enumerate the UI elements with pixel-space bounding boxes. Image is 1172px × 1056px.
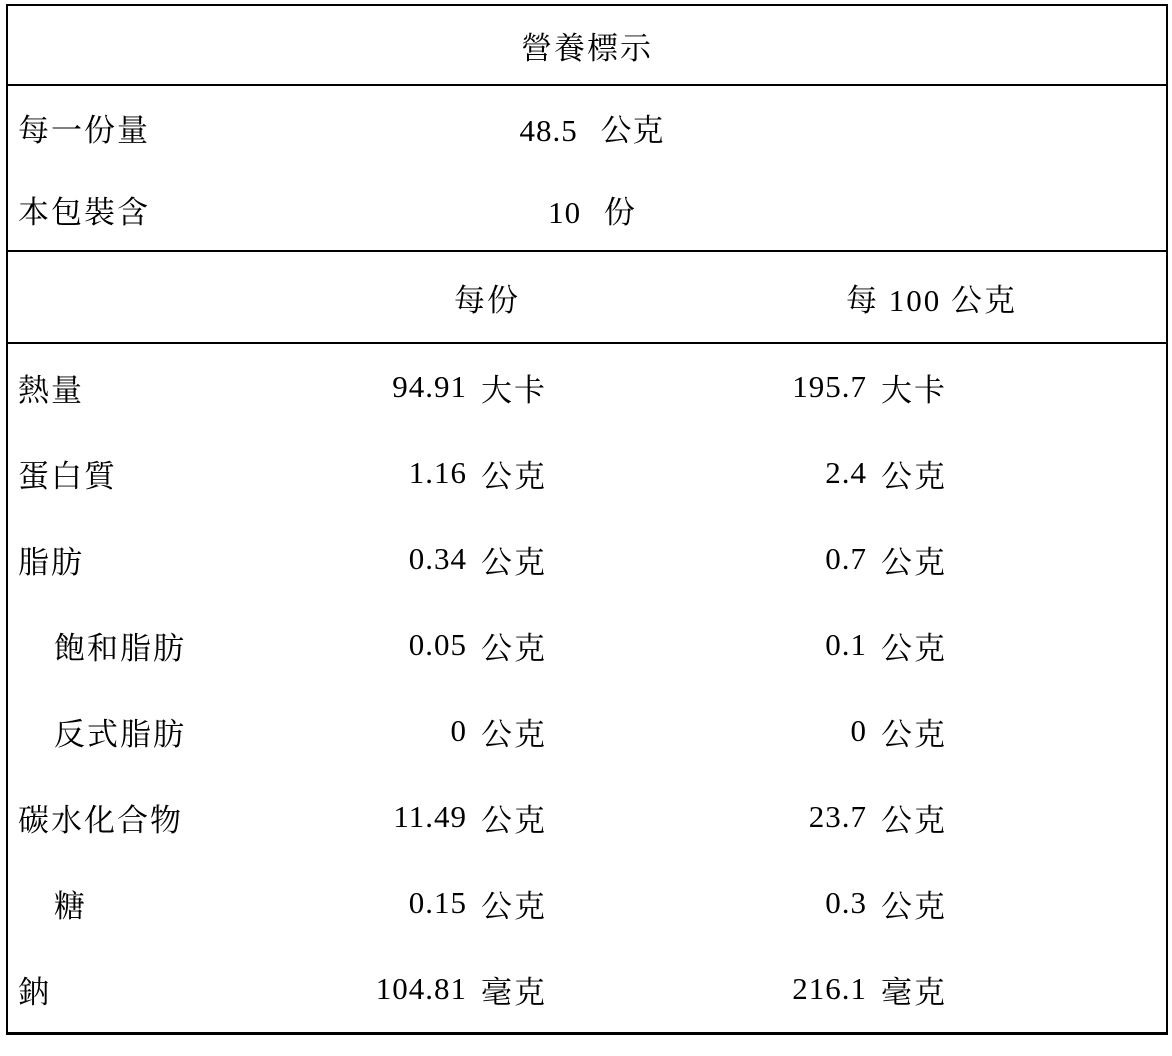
header-blank-cell	[7, 251, 307, 343]
row-gap	[667, 343, 697, 430]
nutrient-name: 蛋白質	[7, 430, 307, 516]
nutrient-row-protein	[7, 430, 1167, 516]
per-100g-unit: 毫克	[877, 946, 1167, 1034]
row-gap	[667, 860, 697, 946]
row-gap	[667, 430, 697, 516]
serving-size-value-group	[307, 85, 877, 168]
servings-count-spacer	[877, 168, 1167, 251]
header-per-serving: 每份	[307, 251, 667, 343]
serving-size-label: 每一份量	[7, 85, 307, 168]
serving-size-row	[7, 85, 1167, 168]
servings-count-value: 10	[548, 194, 582, 230]
per-100g-unit: 公克	[877, 430, 1167, 516]
per-100g-unit: 公克	[877, 860, 1167, 946]
per-serving-value: 104.81	[307, 946, 477, 1034]
per-serving-unit: 公克	[481, 630, 547, 666]
per-serving-unit: 公克	[481, 802, 547, 838]
per-serving-unit: 公克	[481, 888, 547, 924]
serving-size-spacer	[877, 85, 1167, 168]
per-100g-unit: 公克	[877, 774, 1167, 860]
servings-count-unit: 份	[603, 194, 636, 230]
nutrient-name: 脂肪	[7, 516, 307, 602]
serving-size-value: 48.5	[519, 112, 578, 148]
nutrient-row-fat	[7, 516, 1167, 602]
servings-count-value-group	[307, 168, 877, 251]
per-100g-value: 216.1	[697, 946, 877, 1034]
per-100g-unit: 公克	[877, 516, 1167, 602]
per-100g-value: 0.7	[825, 541, 867, 576]
per-serving-value: 94.91	[392, 369, 467, 404]
servings-per-container-row	[7, 168, 1167, 251]
nutrient-row-energy	[7, 343, 1167, 430]
per-100g-value: 23.7	[808, 799, 867, 834]
row-gap	[667, 688, 697, 774]
nutrition-table	[6, 4, 1168, 1035]
per-100g-value: 0.3	[825, 885, 867, 920]
per-100g-unit: 公克	[877, 688, 1167, 774]
per-serving-unit: 公克	[481, 716, 547, 752]
nutrient-row-saturated-fat	[7, 602, 1167, 688]
nutrient-row-trans-fat	[7, 688, 1167, 774]
per-serving-value: 0.15	[408, 885, 467, 920]
per-100g-value: 2.4	[825, 455, 867, 490]
title-row	[7, 5, 1167, 85]
nutrient-row-sugar	[7, 860, 1167, 946]
label-title: 營養標示	[7, 5, 1167, 85]
nutrient-name: 鈉	[7, 946, 307, 1034]
nutrient-name: 碳水化合物	[7, 774, 307, 860]
row-gap	[667, 602, 697, 688]
per-serving-value: 0.05	[408, 627, 467, 662]
header-gap	[667, 251, 697, 343]
per-100g-unit: 大卡	[877, 343, 1167, 430]
per-100g-value: 0.1	[825, 627, 867, 662]
row-gap	[667, 774, 697, 860]
nutrient-name: 熱量	[7, 343, 307, 430]
per-serving-value: 11.49	[393, 799, 467, 834]
row-gap	[667, 516, 697, 602]
per-100g-value: 195.7	[792, 369, 867, 404]
per-serving-unit: 大卡	[481, 372, 547, 408]
per-serving-value: 0	[450, 713, 467, 748]
per-100g-value: 0	[850, 713, 867, 748]
column-header-row	[7, 251, 1167, 343]
per-serving-unit: 公克	[481, 458, 547, 494]
nutrient-name: 糖	[7, 860, 307, 946]
per-serving-unit: 毫克	[477, 946, 667, 1034]
header-per-100g: 每 100 公克	[697, 251, 1167, 343]
nutrient-row-carbohydrate	[7, 774, 1167, 860]
nutrient-row-sodium	[7, 946, 1167, 1034]
per-serving-unit: 公克	[481, 544, 547, 580]
per-serving-value: 0.34	[408, 541, 467, 576]
nutrient-name: 反式脂肪	[7, 688, 307, 774]
nutrient-name: 飽和脂肪	[7, 602, 307, 688]
row-gap	[667, 946, 697, 1034]
servings-count-label: 本包裝含	[7, 168, 307, 251]
serving-size-unit: 公克	[600, 112, 665, 148]
per-serving-value: 1.16	[408, 455, 467, 490]
per-100g-unit: 公克	[877, 602, 1167, 688]
